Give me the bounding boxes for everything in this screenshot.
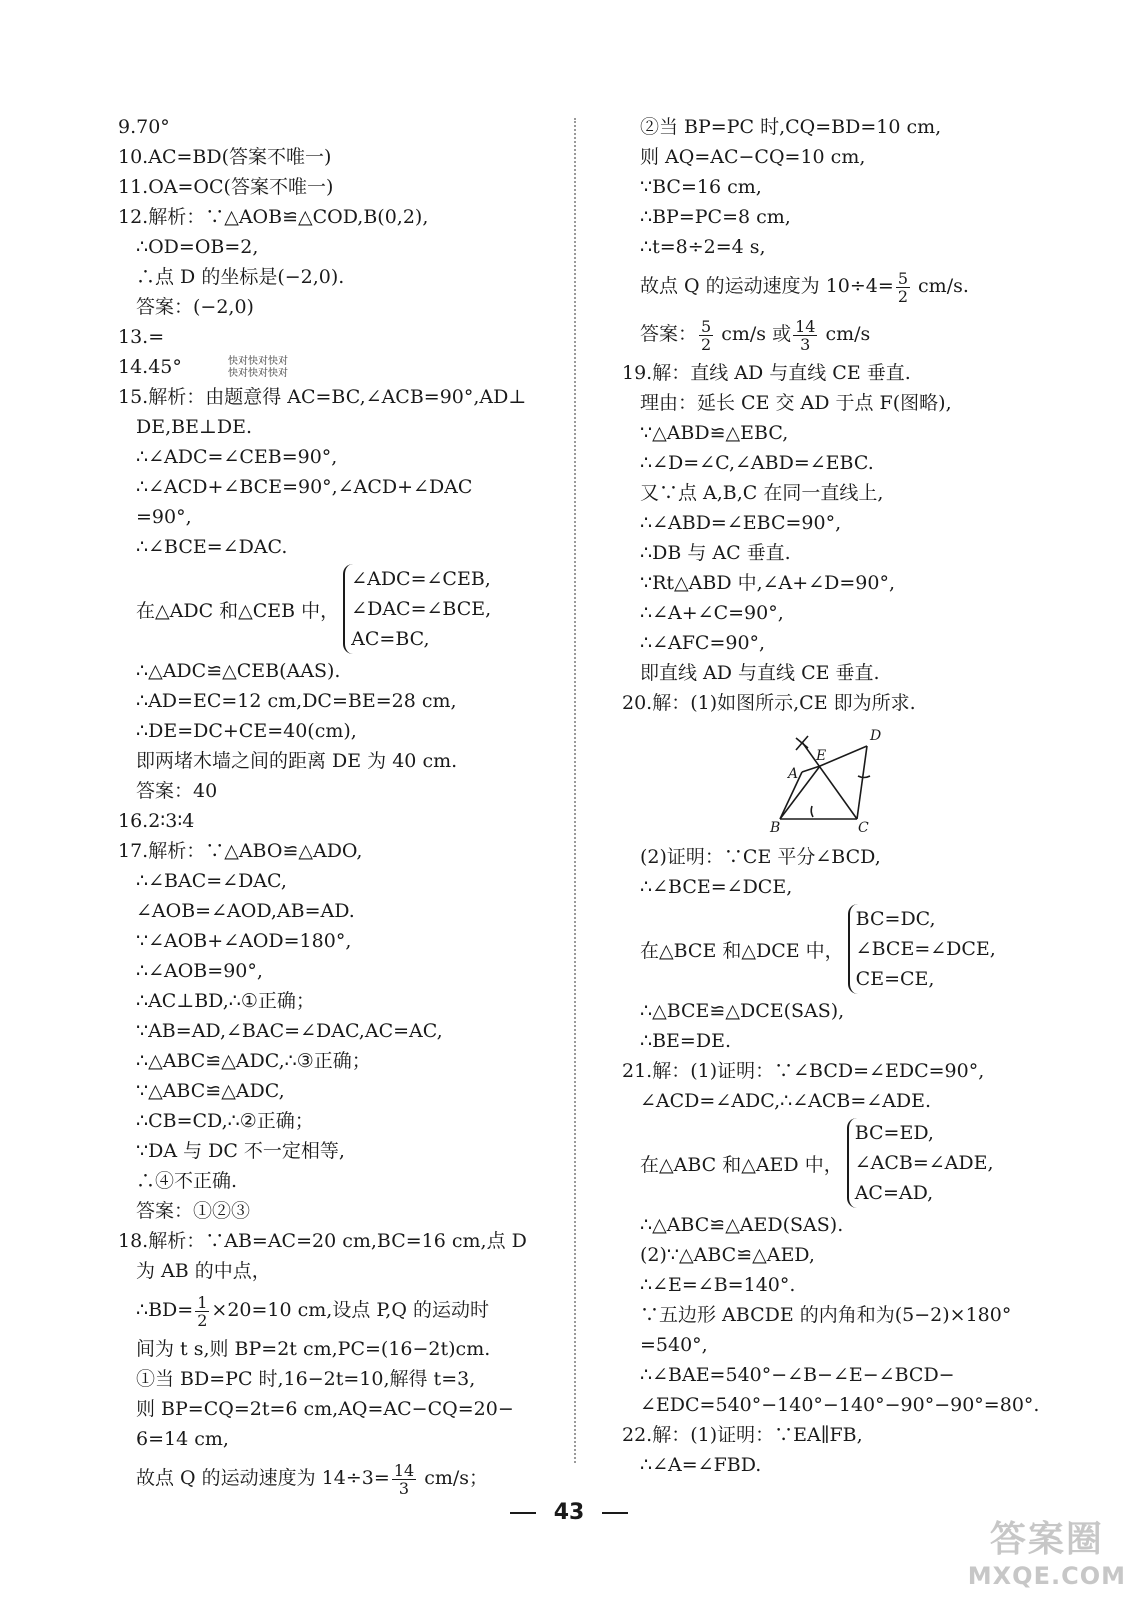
answer-15-line-9: ∴DE=DC+CE=40(cm),	[136, 720, 357, 742]
watermark-text: 答案圈	[989, 1519, 1104, 1560]
numerator: 14	[795, 316, 816, 336]
text-segment: 故点 Q 的运动速度为 14÷3=	[136, 1467, 390, 1489]
denominator: 3	[398, 1478, 410, 1498]
answer-19-line-9: ∴∠A+∠C=90°,	[640, 602, 784, 624]
numerator: 5	[701, 316, 712, 336]
answer-19-line-8: ∵Rt△ABD 中,∠A+∠D=90°,	[640, 572, 895, 594]
answer-19-line-4: ∴∠D=∠C,∠ABD=∠EBC.	[640, 452, 874, 474]
answer-21-line-5: ∴∠E=∠B=140°.	[640, 1274, 796, 1296]
answer-15-line-3: ∴∠ADC=∠CEB=90°,	[136, 446, 338, 468]
stamp-note	[228, 356, 288, 380]
text-segment: ×20=10 cm,设点 P,Q 的运动时	[211, 1299, 489, 1321]
answer-9: 9.70°	[118, 116, 170, 138]
denominator: 2	[701, 334, 712, 354]
answer-21-line-1: 21.解：(1)证明：∵∠BCD=∠EDC=90°,	[622, 1060, 985, 1082]
numerator: 1	[197, 1292, 208, 1312]
watermark-logo	[968, 1511, 1126, 1590]
answer-15-line-8: ∴AD=EC=12 cm,DC=BE=28 cm,	[136, 690, 457, 712]
text-segment: ∴BD=	[136, 1299, 194, 1321]
answer-22-line-2: ∴∠A=∠FBD.	[640, 1454, 762, 1476]
dash-right	[602, 1512, 628, 1514]
answer-19-line-11: 即直线 AD 与直线 CE 垂直.	[640, 662, 880, 684]
arc-mark	[858, 776, 870, 778]
answer-15-line-10: 即两堵木墙之间的距离 DE 为 40 cm.	[136, 750, 458, 772]
answer-17-line-7: ∵AB=AD,∠BAC=∠DAC,AC=AC,	[136, 1020, 443, 1042]
answer-14-text: 14.45°	[118, 356, 182, 378]
answer-18-result	[622, 310, 1042, 358]
answer-18-line-4: 间为 t s,则 BP=2t cm,PC=(16−2t)cm.	[136, 1338, 491, 1360]
answer-19-line-3: ∵△ABD≌△EBC,	[640, 422, 789, 444]
system-row: ∠ADC=∠CEB,	[351, 568, 491, 590]
answer-12-line-3: ∴点 D 的坐标是(−2,0).	[136, 266, 345, 288]
text-segment: cm/s 或	[715, 323, 792, 345]
dash-left	[510, 1512, 536, 1514]
answer-21-line-9: ∠EDC=540°−140°−140°−90°−90°=80°.	[640, 1394, 1040, 1416]
segment-be	[780, 766, 820, 819]
answer-17-line-4: ∵∠AOB+∠AOD=180°,	[136, 930, 352, 952]
answer-18-line-3	[118, 1286, 558, 1334]
geometry-figure	[752, 724, 902, 834]
answer-17-line-1: 17.解析：∵△ABO≌△ADO,	[118, 840, 363, 862]
answer-12-line-2: ∴OD=OB=2,	[136, 236, 259, 258]
answer-20-line-3: ∴∠BCE=∠DCE,	[640, 876, 793, 898]
answer-15-line-7: ∴△ADC≌△CEB(AAS).	[136, 660, 341, 682]
answer-22-line-1: 22.解：(1)证明：∵EA∥FB,	[622, 1424, 863, 1446]
answer-20-line-2: (2)证明：∵CE 平分∠BCD,	[640, 846, 881, 868]
denominator: 3	[800, 334, 811, 354]
answer-18-line-2: 为 AB 的中点，	[136, 1260, 271, 1282]
system-row: ∠DAC=∠BCE,	[351, 598, 492, 620]
answer-17-line-10: ∴CB=CD,∴②正确；	[136, 1110, 314, 1132]
answer-21-line-4: (2)∵△ABC≌△AED,	[640, 1244, 815, 1266]
answer-21-line-8: ∴∠BAE=540°−∠B−∠E−∠BCD−	[640, 1364, 955, 1386]
answer-18-line-1: 18.解析：∵AB=AC=20 cm,BC=16 cm,点 D	[118, 1230, 527, 1252]
answer-18-line-8	[118, 1454, 558, 1502]
right-column	[622, 112, 1042, 1480]
system-lead: 在△ADC 和△CEB 中，	[136, 599, 340, 622]
answer-20-line-1: 20.解：(1)如图所示,CE 即为所求.	[622, 692, 916, 714]
label-b: B	[770, 820, 781, 834]
answer-12-result: 答案：(−2,0)	[136, 296, 254, 318]
system-lead: 在△ABC 和△AED 中，	[640, 1153, 843, 1176]
answer-18-line-7: 6=14 cm,	[136, 1428, 229, 1450]
label-d: D	[870, 728, 882, 744]
denominator: 2	[897, 286, 908, 306]
answer-18-cont-line-4: ∴BP=PC=8 cm,	[640, 206, 791, 228]
text-segment: cm/s	[819, 323, 871, 345]
answer-18-cont-line-1: ②当 BP=PC 时,CQ=BD=10 cm,	[640, 116, 942, 138]
brace	[343, 564, 491, 654]
answer-12-line-1: 12.解析：∵△AOB≌△COD,B(0,2),	[118, 206, 429, 228]
label-a: A	[788, 766, 799, 782]
answer-21-line-7: =540°,	[640, 1334, 708, 1356]
answer-18-line-6: 则 BP=CQ=2t=6 cm,AQ=AC−CQ=20−	[136, 1398, 514, 1420]
answer-21-equation-system	[622, 1118, 1042, 1208]
answer-17-line-5: ∴∠AOB=90°,	[136, 960, 263, 982]
answer-15-line-6: ∴∠BCE=∠DAC.	[136, 536, 288, 558]
numerator: 5	[897, 268, 908, 288]
stamp-note-line-1: 快对快对快对	[227, 356, 288, 367]
fraction	[699, 318, 713, 353]
column-divider	[574, 118, 576, 1463]
segment-ed	[820, 746, 867, 766]
system-row: CE=CE,	[855, 968, 935, 990]
arc-mark	[811, 806, 813, 817]
answer-17-line-9: ∵△ABC≌△ADC,	[136, 1080, 285, 1102]
answer-19-line-10: ∴∠AFC=90°,	[640, 632, 766, 654]
stamp-note-line-2: 快对快对快对	[227, 368, 288, 379]
fraction	[793, 318, 817, 353]
system-row: AC=AD,	[854, 1182, 934, 1204]
answer-17-line-12: ∴④不正确.	[136, 1170, 238, 1192]
page-number-text: 43	[553, 1500, 585, 1525]
answer-18-cont-line-5: ∴t=8÷2=4 s,	[640, 236, 766, 258]
answer-20-equation-system	[622, 904, 1042, 994]
answer-20-line-4: ∴△BCE≌△DCE(SAS),	[640, 1000, 845, 1022]
fraction	[195, 1294, 209, 1329]
brace	[848, 904, 996, 994]
answer-21-line-2: ∠ACD=∠ADC,∴∠ACB=∠ADE.	[640, 1090, 932, 1112]
answer-13: 13.=	[118, 326, 165, 348]
system-row: BC=ED,	[854, 1122, 934, 1144]
answer-19-line-6: ∴∠ABD=∠EBC=90°,	[640, 512, 842, 534]
system-lead: 在△BCE 和△DCE 中，	[640, 939, 844, 962]
answer-17-line-6: ∴AC⊥BD,∴①正确；	[136, 990, 315, 1012]
text-segment: cm/s.	[912, 275, 969, 297]
answer-17-line-2: ∴∠BAC=∠DAC,	[136, 870, 287, 892]
answer-14	[118, 352, 558, 382]
answer-21-line-3: ∴△ABC≌△AED(SAS).	[640, 1214, 844, 1236]
answer-11: 11.OA=OC(答案不唯一)	[118, 176, 334, 198]
text-segment: cm/s；	[418, 1467, 489, 1489]
answer-18-cont-line-6	[622, 262, 1042, 310]
text-segment: 答案：	[640, 323, 698, 345]
fraction	[896, 270, 910, 305]
numerator: 14	[393, 1460, 415, 1480]
system-row: AC=BC,	[351, 628, 430, 650]
answer-18-cont-line-2: 则 AQ=AC−CQ=10 cm,	[640, 146, 866, 168]
answer-18-cont-line-3: ∵BC=16 cm,	[640, 176, 762, 198]
answer-17-result: 答案：①②③	[136, 1200, 251, 1222]
system-row: BC=DC,	[855, 908, 936, 930]
system-row: ∠ACB=∠ADE,	[854, 1152, 994, 1174]
answer-21-line-6: ∵五边形 ABCDE 的内角和为(5−2)×180°	[640, 1304, 1012, 1326]
answer-18-line-5: ①当 BD=PC 时,16−2t=10,解得 t=3,	[136, 1368, 476, 1390]
answer-15-line-5: =90°,	[136, 506, 192, 528]
answer-17-line-8: ∴△ABC≌△ADC,∴③正确；	[136, 1050, 371, 1072]
segment-dc	[857, 746, 867, 819]
answer-19-line-1: 19.解：直线 AD 与直线 CE 垂直.	[622, 362, 911, 384]
answer-10: 10.AC=BD(答案不唯一)	[118, 146, 332, 168]
answer-15-line-2: DE,BE⊥DE.	[136, 416, 252, 438]
watermark-url: MXQE.COM	[967, 1562, 1126, 1590]
brace	[847, 1118, 994, 1208]
answer-19-line-5: 又∵点 A,B,C 在同一直线上,	[640, 482, 884, 504]
answer-17-line-11: ∵DA 与 DC 不一定相等,	[136, 1140, 345, 1162]
answer-17-line-3: ∠AOB=∠AOD,AB=AD.	[136, 900, 355, 922]
fraction	[392, 1462, 416, 1497]
answer-15-line-4: ∴∠ACD+∠BCE=90°,∠ACD+∠DAC	[136, 476, 473, 498]
text-segment: 故点 Q 的运动速度为 10÷4=	[640, 275, 894, 297]
label-c: C	[858, 820, 869, 834]
answer-15-equation-system	[118, 564, 558, 654]
answer-15-line-1: 15.解析：由题意得 AC=BC,∠ACB=90°,AD⊥	[118, 386, 527, 408]
answer-19-line-2: 理由：延长 CE 交 AD 于点 F(图略),	[640, 392, 952, 414]
denominator: 2	[197, 1310, 208, 1330]
answer-15-result: 答案：40	[136, 780, 218, 802]
answer-19-line-7: ∴DB 与 AC 垂直.	[640, 542, 791, 564]
label-e: E	[816, 748, 827, 764]
answer-20-line-5: ∴BE=DE.	[640, 1030, 731, 1052]
left-column	[118, 112, 558, 1502]
system-row: ∠BCE=∠DCE,	[855, 938, 996, 960]
answer-16: 16.2∶3∶4	[118, 810, 195, 832]
